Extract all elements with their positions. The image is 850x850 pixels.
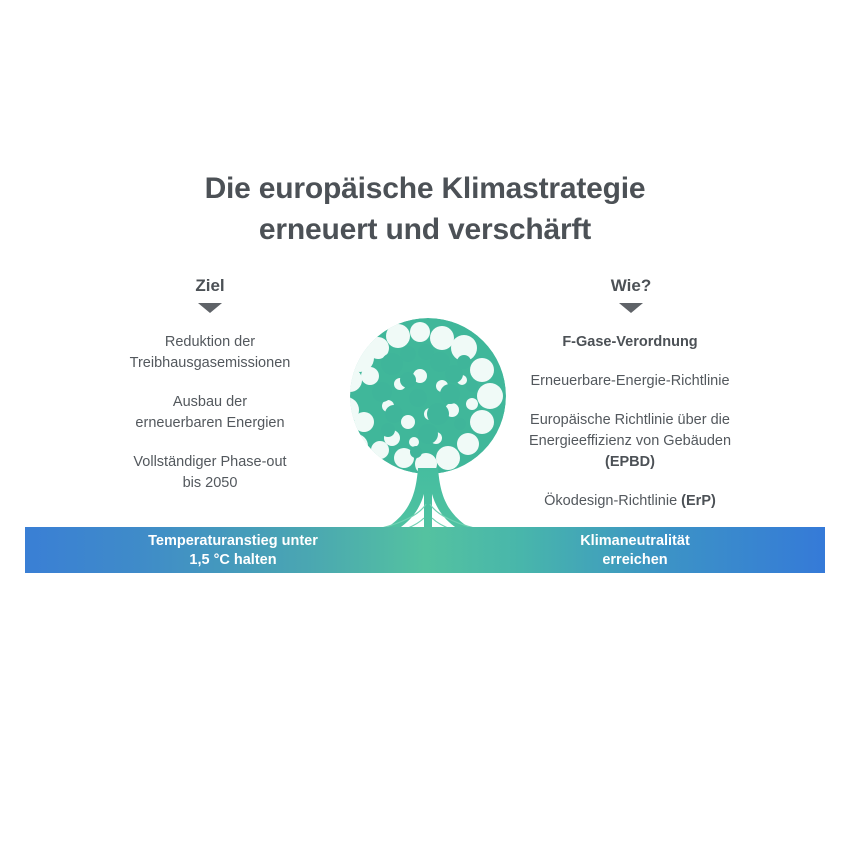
- bar-text-right-line-1: Klimaneutralität: [580, 533, 690, 549]
- bar-text-right: [495, 532, 775, 570]
- list-item-line: bis 2050: [182, 475, 238, 491]
- list-item: [505, 332, 755, 353]
- list-item: [85, 392, 335, 434]
- bar-text-left-line-2: 1,5 °C halten: [189, 552, 277, 568]
- bar-text-left: [93, 532, 373, 570]
- goal-list: [85, 332, 335, 512]
- list-item: [85, 332, 335, 374]
- list-item-line: Reduktion der: [164, 334, 256, 350]
- bar-text-right-line-2: erreichen: [602, 552, 668, 568]
- title-line-1: Die europäische Klimastrategie: [204, 172, 646, 205]
- list-item-line: F-Gase-Verordnung: [562, 334, 698, 350]
- list-item: [505, 410, 755, 473]
- list-item-line: erneuerbaren Energien: [135, 415, 285, 431]
- list-item: [505, 371, 755, 392]
- arrow-down-icon: [619, 303, 643, 313]
- list-item-line: Erneuerbare-Energie-Richtlinie: [530, 373, 730, 389]
- list-item-line: Treibhausgasemissionen: [129, 355, 291, 371]
- list-item-line: Energieeffizienz von Gebäuden: [528, 433, 732, 449]
- column-heading-how-label: Wie?: [610, 276, 652, 295]
- list-item-line: Vollständiger Phase-out: [133, 454, 287, 470]
- list-item-line-emphasis: (EPBD): [605, 454, 655, 470]
- list-item-line-emphasis: (ErP): [681, 493, 716, 509]
- column-heading-goal: [110, 276, 310, 313]
- title-line-2: erneuert und verschärft: [258, 213, 592, 246]
- list-item-line: Europäische Richtlinie über die: [530, 412, 730, 428]
- arrow-down-icon: [198, 303, 222, 313]
- list-item-line: Ausbau der: [172, 394, 248, 410]
- list-item: [505, 491, 755, 512]
- list-item-line: Ökodesign-Richtlinie: [544, 493, 678, 509]
- page-title: [0, 168, 850, 250]
- column-heading-how: [531, 276, 731, 313]
- column-heading-goal-label: Ziel: [195, 276, 225, 295]
- list-item: [85, 452, 335, 494]
- bar-text-left-line-1: Temperaturanstieg unter: [148, 533, 318, 549]
- globe-canopy: [333, 318, 506, 475]
- measures-list: [505, 332, 755, 530]
